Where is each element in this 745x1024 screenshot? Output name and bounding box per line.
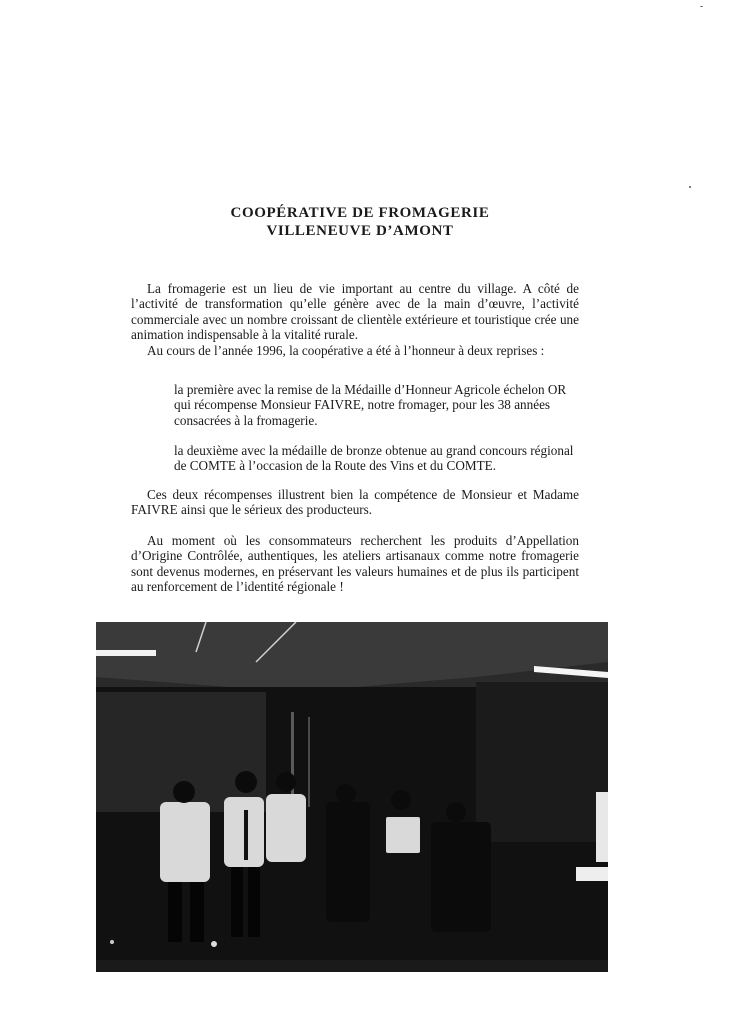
document-title-line-2: VILLENEUVE D’AMONT [266,223,454,239]
paragraph-awards: Ces deux récompenses illustrent bien la compétence de Monsieur et Madame FAIVRE ainsi que le sérieux des producteurs. [131,487,579,518]
paragraph-conclusion: Au moment où les consommateurs recherchent les produits d’Appellation d’Origine Contrôlée, authentiques, les ateliers artisanaux comme notre fromagerie sont devenus modernes, en préservant les valeurs humaines et de plus ils participent au renforcement de l’identité régionale ! [131,533,579,594]
document-title-line-1: COOPÉRATIVE DE FROMAGERIE [230,205,490,221]
scan-speck [700,6,703,7]
group-photo [96,622,608,972]
honour-item-first: la première avec la remise de la Médaille d’Honneur Agricole échelon OR qui récompense Monsieur FAIVRE, notre fromager, pour les 38 années consacrées à la fromagerie. [174,382,567,428]
honour-item-second: la deuxième avec la médaille de bronze obtenue au grand concours régional de COMTE à l’occasion de la Route des Vins et du COMTE. [174,443,574,474]
paragraph-year-honours: Au cours de l’année 1996, la coopérative a été à l’honneur à deux reprises : [147,343,545,358]
paragraph-intro: La fromagerie est un lieu de vie important au centre du village. A côté de l’activité de transformation qu’elle génère avec de la main d’œuvre, l’activité commerciale avec un nombre croissant de clientèle extérieure et touristique crée une animation indispensable à la vitalité rurale. [131,281,579,342]
group-photo-image [96,622,608,972]
scan-speck [689,186,691,188]
